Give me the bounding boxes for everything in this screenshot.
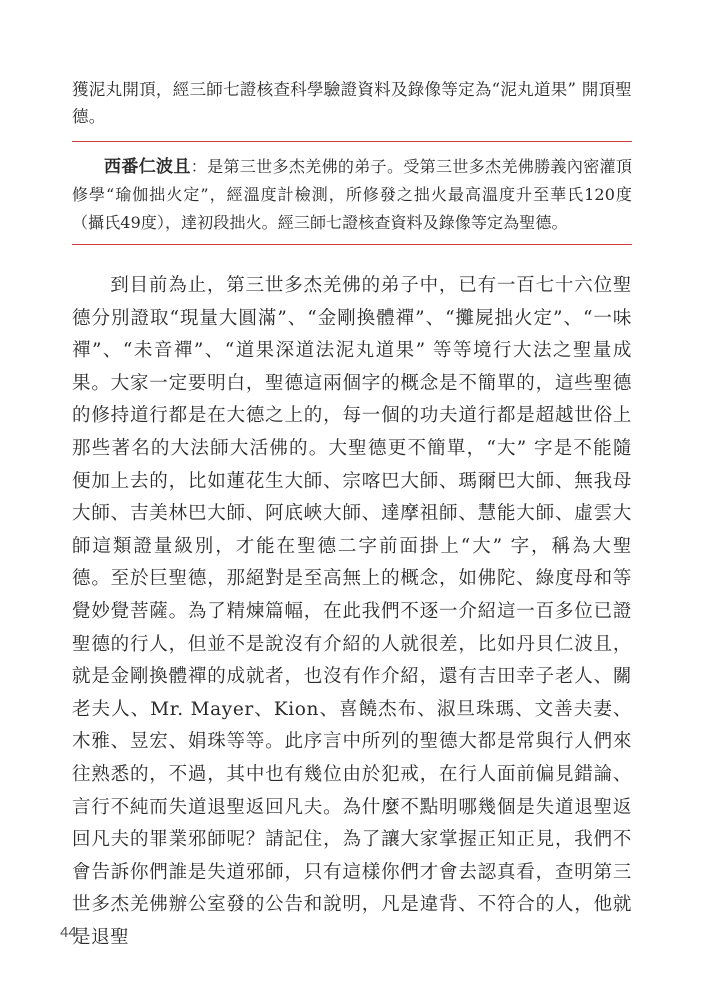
body-paragraph-text: 到目前為止，第三世多杰羌佛的弟子中，已有一百七十六位聖德分別證取“現量大圓滿”、“金剛換體禪”、“攤屍拙火定”、“一味禪”、“未音禪”、“道果深道法泥丸道果” 等等境行大法之聖量成果。大家一定要明白，聖德這兩個字的概念是不簡單的，這些聖德的修持道行都是在大德之上的，每一個的功夫道行都是超越世俗上那些著名的大法師大活佛的。大聖德更不簡單，“大” 字是不能隨便加上去的，比如蓮花生大師、宗喀巴大師、瑪爾巴大師、無我母大師、吉美林巴大師、阿底峽大師、達摩祖師、慧能大師、虛雲大師這類證量級別，才能在聖德二字前面掛上“大” 字，稱為大聖德。至於巨聖德，那絕對是至高無上的概念，如佛陀、綠度母和等覺妙覺菩薩。為了精煉篇幅，在此我們不逐一介紹這一百多位已證聖德的行人，但並不是說沒有介紹的人就很差，比如丹貝仁波且，就是金剛換體禪的成就者，也沒有作介紹，還有吉田幸子老人、關老夫人、Mr. Mayer、Kion、喜饒杰布、淑旦珠瑪、文善夫妻、木雅、昱宏、娟珠等等。此序言中所列的聖德大都是常與行人們來往熟悉的，不過，其中也有幾位由於犯戒，在行人面前偏見錯論、言行不純而失道退聖返回凡夫。為什麼不點明哪幾個是失道退聖返回凡夫的罪業邪師呢？請記住，為了讓大家掌握正知正見，我們不會告訴你們誰是失道邪師，只有這樣你們才會去認真看，查明第三世多杰羌佛辦公室發的公告和說明，凡是違背、不符合的人，他就是退聖 [72,275,632,948]
top-divider [72,141,632,142]
continued-paragraph: 獲泥丸開頂，經三師七證核查科學驗證資料及錄像等定為“泥丸道果” 開頂聖德。 [72,80,632,126]
disciple-description: ：是第三世多杰羌佛的弟子。受第三世多杰羌佛勝義內密灌頂修學“瑜伽拙火定”，經溫度計檢測，所修發之拙火最高溫度升至華氏120度（攝氏49度），達初段拙火。經三師七證核查資料及錄像等定為聖德。 [72,157,633,232]
bottom-divider [72,244,632,245]
page-number: 44 [60,924,77,941]
disciple-entry [72,153,632,237]
body-paragraph [72,270,632,954]
disciple-name: 西番仁波且 [104,157,191,177]
